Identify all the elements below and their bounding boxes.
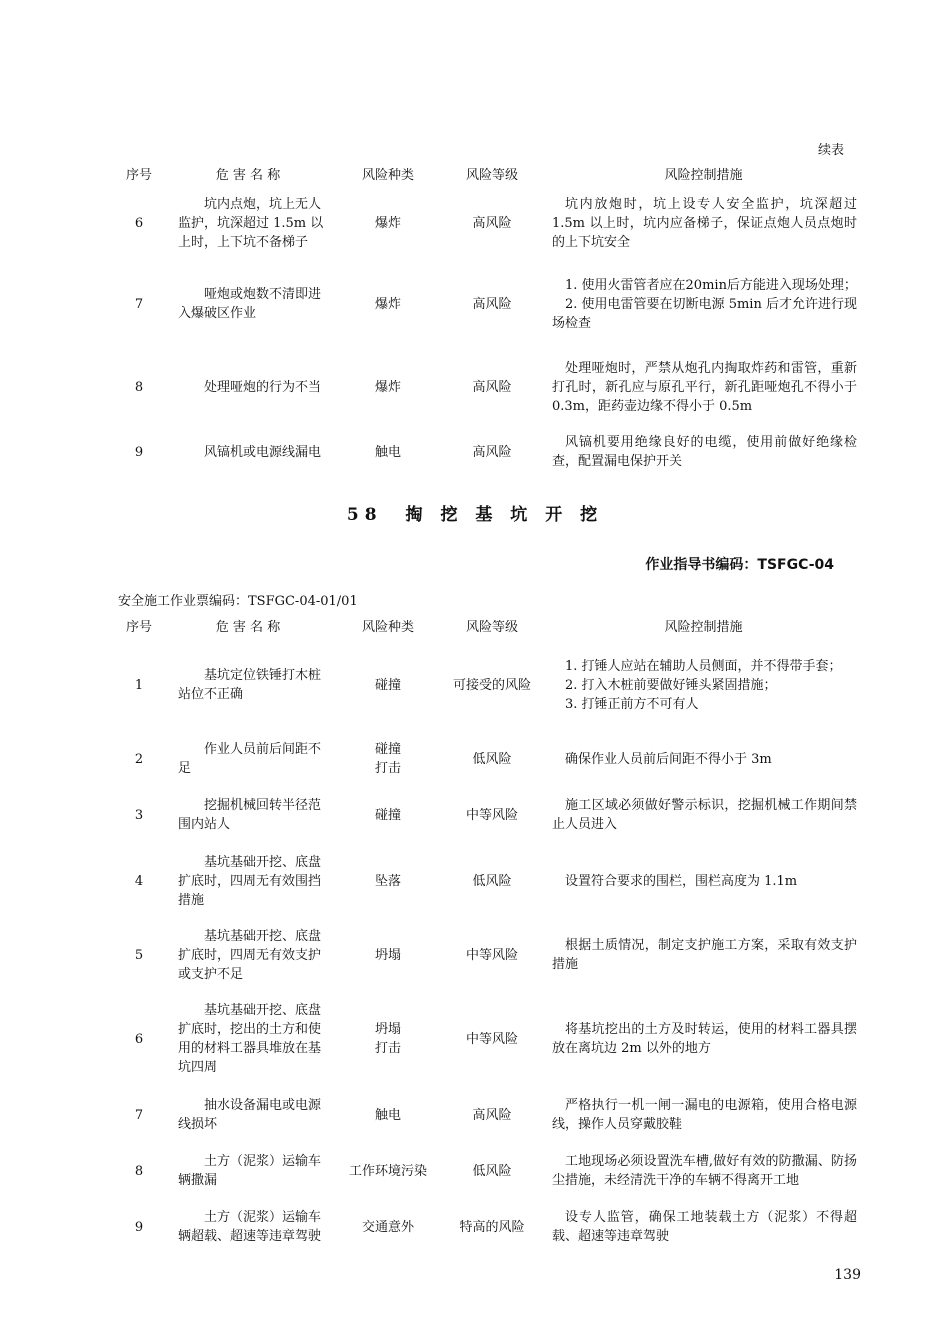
control-measures: [544, 425, 863, 479]
control-measures: [544, 187, 863, 259]
hazard-name: 挖掘机械回转半径范围内站人: [178, 798, 322, 832]
guide-code: 作业指导书编码：TSFGC-04: [645, 557, 834, 573]
row-number: 4: [134, 873, 144, 889]
table-row: [118, 731, 863, 787]
risk-type-line: 碰撞: [374, 807, 401, 823]
risk-type: [336, 187, 440, 259]
table-row: [118, 1199, 863, 1255]
risk-type-line: 碰撞: [374, 742, 401, 757]
control-measures: [544, 731, 863, 787]
section-title: 58 掏 挖 基 坑 开 挖: [346, 505, 604, 525]
row-number: 8: [134, 379, 144, 395]
risk-type-line: 爆炸: [374, 296, 401, 312]
risk-type: [336, 349, 440, 425]
table-row: [118, 919, 863, 991]
hazard-name: 基坑基础开挖、底盘扩底时，挖出的土方和使用的材料工器具堆放在基坑四周: [178, 1003, 322, 1075]
header-hazard: 危 害 名 称: [215, 168, 281, 183]
table-row: [118, 349, 863, 425]
risk-type: [336, 731, 440, 787]
table-row: [118, 1143, 863, 1199]
risk-level: 高风险: [472, 379, 512, 395]
risk-level: 低风险: [472, 751, 512, 767]
table-row: [118, 1087, 863, 1143]
table-row: [118, 259, 863, 349]
risk-type-line: 坠落: [374, 873, 401, 889]
control-line: 处理哑炮时，严禁从炮孔内掏取炸药和雷管，重新打孔时，新孔应与原孔平行，新孔距哑炮孔不得小于 0.3m，距药壶边缘不得小于 0.5m: [552, 360, 857, 414]
hazard-name: 抽水设备漏电或电源线损坏: [178, 1098, 322, 1132]
risk-type-line: 爆炸: [374, 379, 401, 395]
row-number: 2: [134, 751, 144, 767]
risk-type: [336, 787, 440, 843]
control-line: 1. 打锤人应站在辅助人员侧面，并不得带手套；: [565, 658, 842, 674]
row-number: 5: [134, 947, 144, 963]
risk-type: [336, 1087, 440, 1143]
hazard-name: 处理哑炮的行为不当: [204, 379, 322, 395]
control-line: 坑内放炮时，坑上设专人安全监护，坑深超过1.5m 以上时，坑内应备梯子，保证点炮人员点炮时的上下坑安全: [552, 196, 857, 250]
risk-type-line: 触电: [374, 1107, 401, 1123]
risk-level: 中等风险: [465, 947, 518, 963]
hazard-name: 土方（泥浆）运输车辆超载、超速等违章驾驶: [178, 1210, 322, 1244]
row-number: 3: [134, 807, 144, 823]
table-header-row: [118, 160, 863, 187]
risk-level: 低风险: [472, 873, 512, 889]
risk-type: [336, 843, 440, 919]
risk-level: 低风险: [472, 1163, 512, 1179]
control-line: 工地现场必须设置洗车槽,做好有效的防撒漏、防扬尘措施，未经清洗干净的车辆不得离开工地: [552, 1154, 857, 1188]
control-measures: [544, 843, 863, 919]
risk-level: 高风险: [472, 444, 512, 460]
row-number: 1: [134, 677, 144, 693]
header-hazard: 危 害 名 称: [215, 620, 281, 635]
control-measures: [544, 1199, 863, 1255]
row-number: 7: [134, 1107, 144, 1123]
page-number: 139: [834, 1267, 861, 1283]
risk-type-line: 碰撞: [374, 677, 401, 693]
table-row: [118, 991, 863, 1087]
hazard-name: 基坑基础开挖、底盘扩底时，四周无有效围挡措施: [178, 854, 322, 908]
header-no: 序号: [125, 168, 152, 183]
risk-type-line: 打击: [374, 1041, 401, 1056]
control-line: 严格执行一机一闸一漏电的电源箱，使用合格电源线，操作人员穿戴胶鞋: [552, 1098, 857, 1132]
control-measures: [544, 1087, 863, 1143]
risk-level: 高风险: [472, 296, 512, 312]
risk-level: 中等风险: [465, 1031, 518, 1047]
control-line: 2. 打入木桩前要做好锤头紧固措施；: [565, 677, 777, 693]
risk-level: 中等风险: [465, 807, 518, 823]
control-line: 将基坑挖出的土方及时转运，使用的材料工器具摆放在离坑边 2m 以外的地方: [552, 1022, 857, 1056]
risk-type: [336, 1199, 440, 1255]
risk-level: 高风险: [472, 215, 512, 231]
risk-type-line: 坍塌: [374, 947, 401, 963]
continued-label: 续表: [818, 143, 845, 158]
table-row: [118, 425, 863, 479]
control-measures: [544, 639, 863, 731]
header-no: 序号: [125, 620, 152, 635]
risk-type-line: 打击: [374, 761, 401, 776]
table-row: [118, 639, 863, 731]
row-number: 8: [134, 1163, 144, 1179]
control-line: 风镐机要用绝缘良好的电缆，使用前做好绝缘检查，配置漏电保护开关: [552, 435, 857, 469]
ticket-code: 安全施工作业票编码：TSFGC-04-01/01: [118, 594, 358, 609]
row-number: 9: [134, 444, 144, 460]
control-line: 1. 使用火雷管者应在20min后方能进入现场处理；: [565, 277, 857, 293]
row-number: 9: [134, 1219, 144, 1235]
control-line: 根据土质情况，制定支护施工方案，采取有效支护措施: [552, 938, 857, 972]
risk-level: 特高的风险: [459, 1219, 525, 1235]
row-number: 7: [134, 296, 144, 312]
risk-table-excavation: [118, 612, 863, 1255]
risk-level: 可接受的风险: [452, 677, 531, 693]
control-line: 设专人监管，确保工地装载土方（泥浆）不得超载、超速等违章驾驶: [552, 1210, 857, 1244]
risk-type-line: 坍塌: [374, 1022, 401, 1037]
hazard-name: 基坑定位铁锤打木桩站位不正确: [178, 668, 322, 702]
hazard-name: 坑内点炮，坑上无人监护，坑深超过 1.5m 以上时，上下坑不备梯子: [178, 196, 324, 250]
risk-type-line: 工作环境污染: [348, 1163, 427, 1179]
hazard-name: 作业人员前后间距不足: [178, 742, 322, 776]
control-line: 设置符合要求的围栏，围栏高度为 1.1m: [565, 873, 798, 889]
control-measures: [544, 919, 863, 991]
control-measures: [544, 1143, 863, 1199]
control-measures: [544, 787, 863, 843]
risk-type: [336, 1143, 440, 1199]
header-control: 风险控制措施: [664, 168, 743, 183]
header-control: 风险控制措施: [664, 620, 743, 635]
risk-type-line: 交通意外: [361, 1219, 414, 1235]
control-line: 3. 打锤正前方不可有人: [565, 696, 699, 712]
hazard-name: 风镐机或电源线漏电: [204, 444, 322, 460]
control-measures: [544, 259, 863, 349]
risk-table-continued: [118, 160, 863, 479]
risk-level: 高风险: [472, 1107, 512, 1123]
hazard-name: 土方（泥浆）运输车辆撒漏: [178, 1154, 322, 1188]
hazard-name: 基坑基础开挖、底盘扩底时，四周无有效支护或支护不足: [178, 928, 322, 982]
risk-type: [336, 639, 440, 731]
risk-type-line: 触电: [374, 444, 401, 460]
header-risk-level: 风险等级: [465, 620, 518, 635]
risk-type: [336, 919, 440, 991]
table-row: [118, 843, 863, 919]
table-header-row: [118, 612, 863, 639]
control-line: 施工区域必须做好警示标识，挖掘机械工作期间禁止人员进入: [552, 798, 857, 832]
control-line: 2. 使用电雷管要在切断电源 5min 后才允许进行现场检查: [552, 296, 857, 331]
header-risk-level: 风险等级: [465, 168, 518, 183]
row-number: 6: [134, 1031, 144, 1047]
control-measures: [544, 991, 863, 1087]
hazard-name: 哑炮或炮数不清即进入爆破区作业: [178, 287, 322, 321]
risk-type: [336, 425, 440, 479]
risk-type-line: 爆炸: [374, 215, 401, 231]
row-number: 6: [134, 215, 144, 231]
control-measures: [544, 349, 863, 425]
table-row: [118, 187, 863, 259]
header-risk-type: 风险种类: [361, 620, 414, 635]
control-line: 确保作业人员前后间距不得小于 3m: [565, 751, 772, 767]
risk-type: [336, 991, 440, 1087]
header-risk-type: 风险种类: [361, 168, 414, 183]
risk-type: [336, 259, 440, 349]
table-row: [118, 787, 863, 843]
